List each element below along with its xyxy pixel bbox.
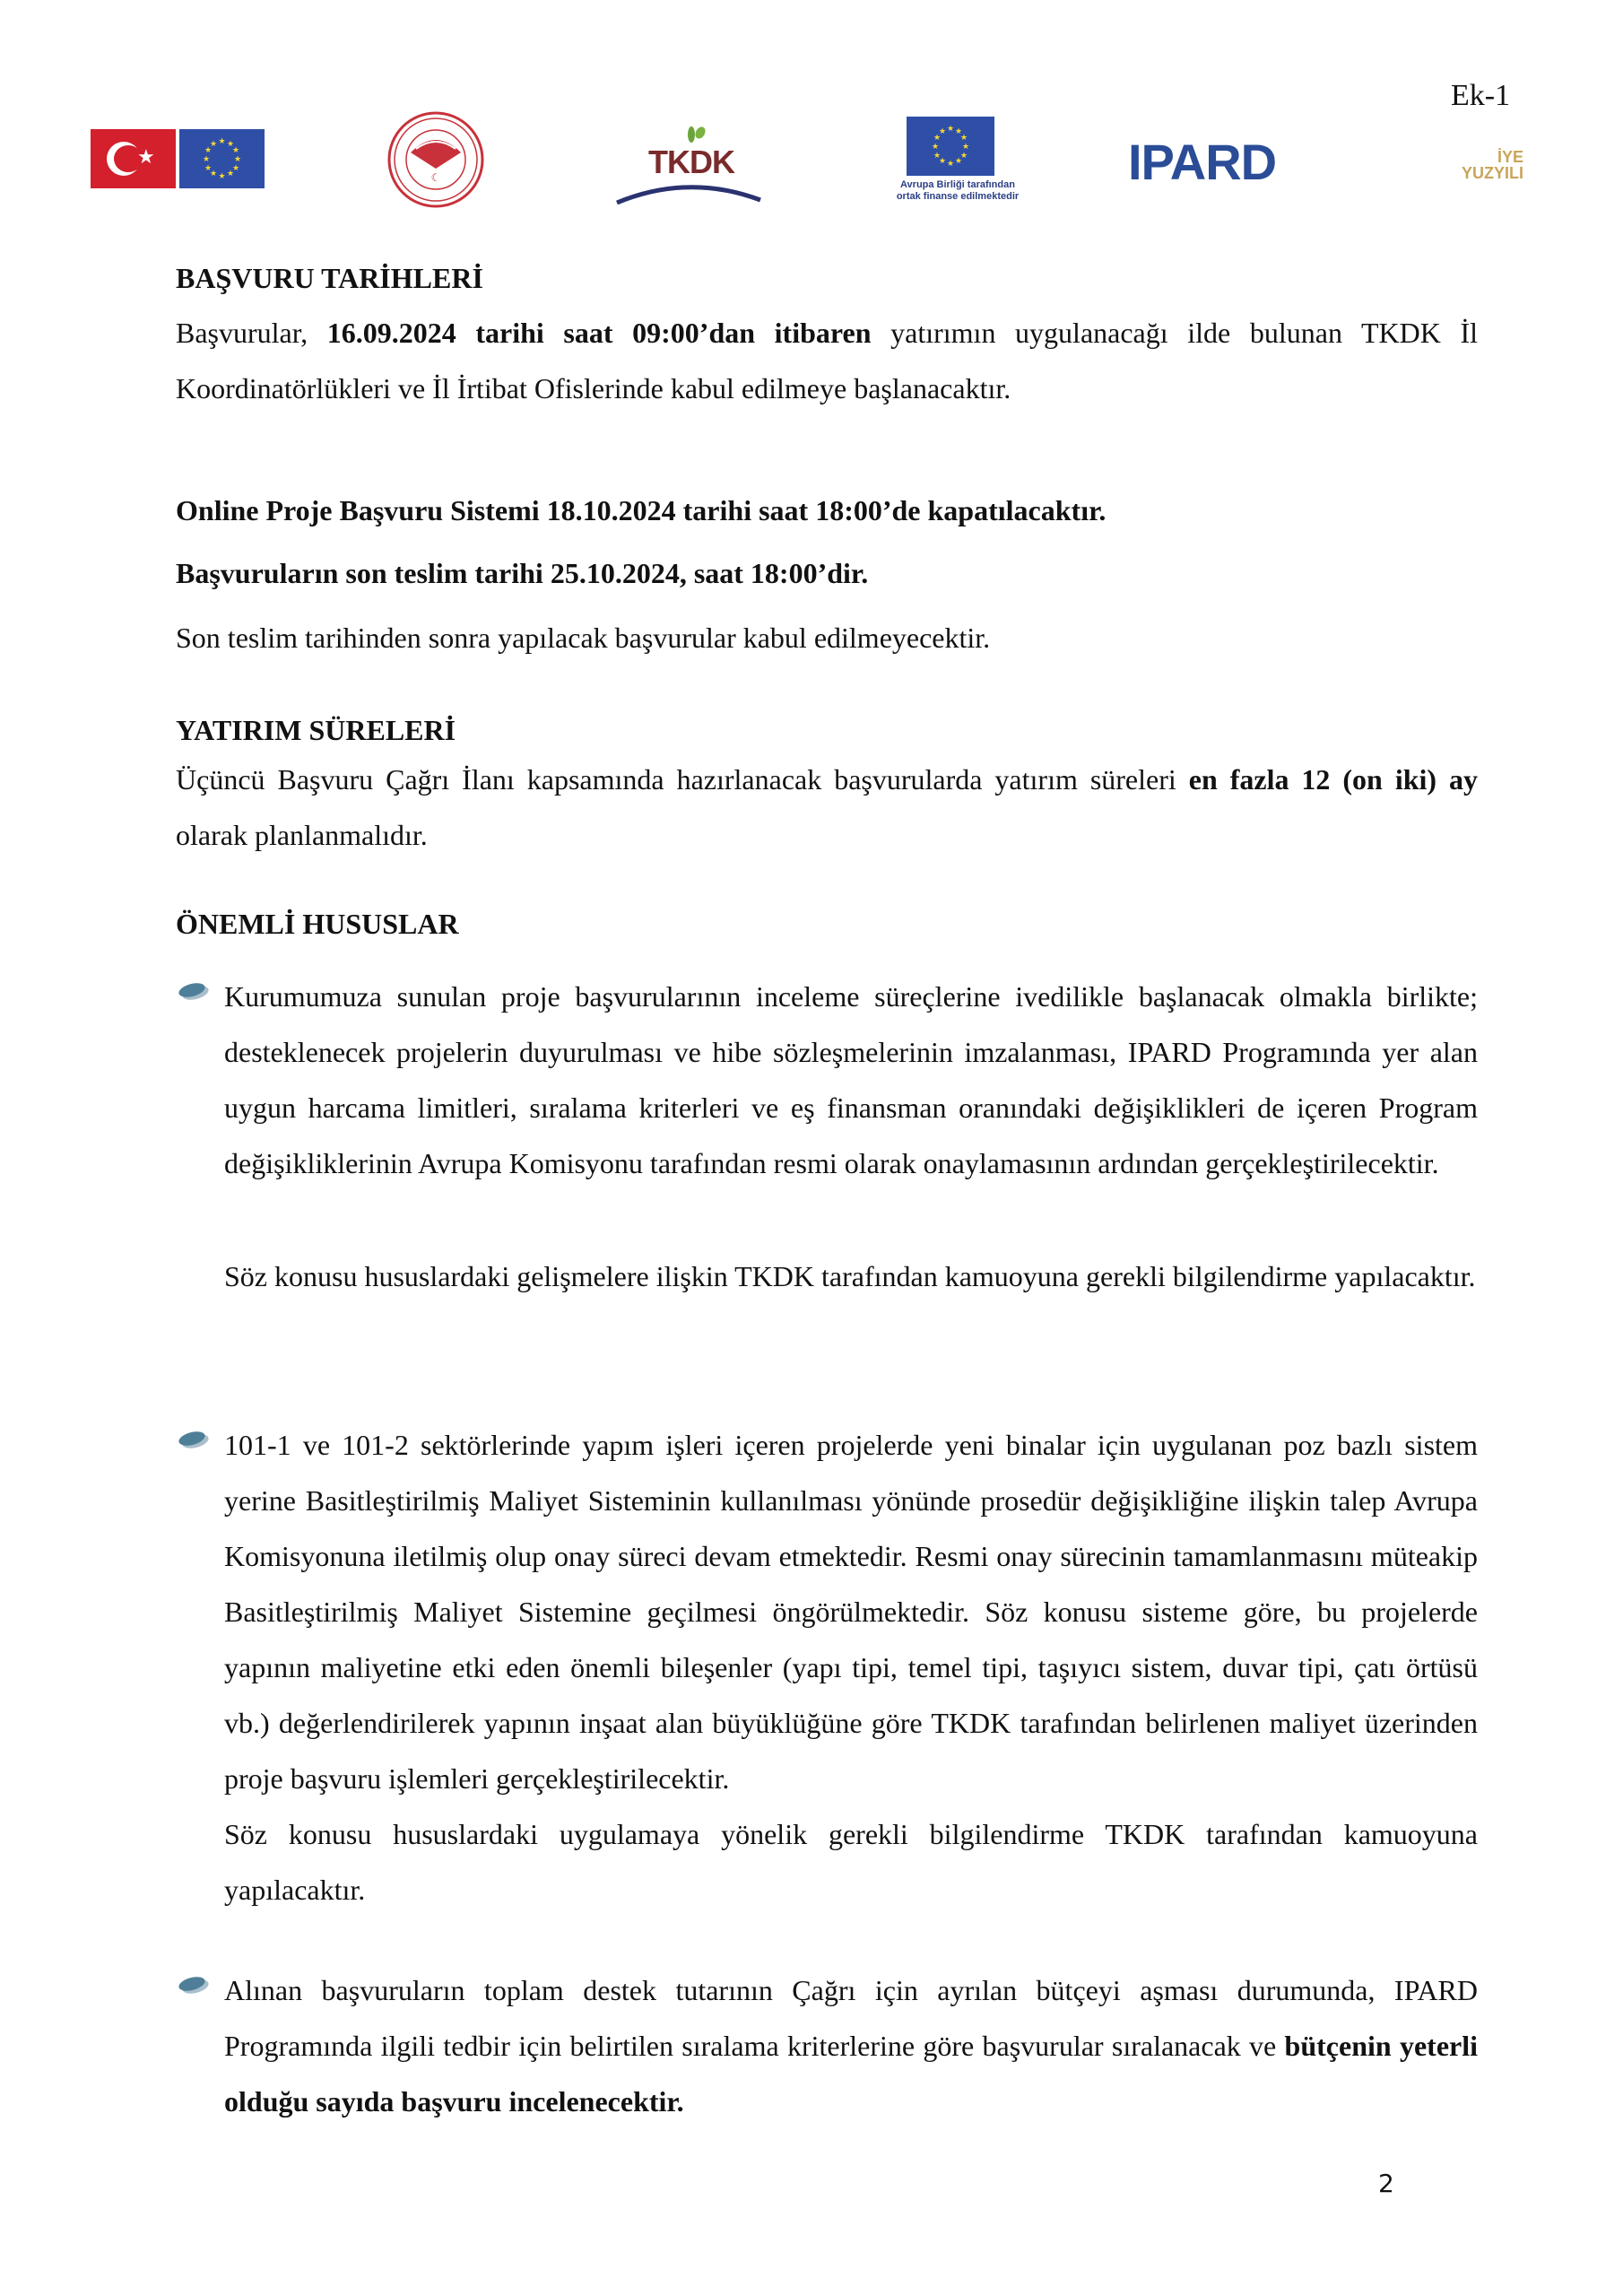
- page-number: 2: [1378, 2169, 1394, 2198]
- svg-text:★: ★: [938, 126, 947, 135]
- svg-text:★: ★: [954, 126, 963, 135]
- svg-text:☾: ☾: [430, 171, 441, 184]
- ministry-seal-icon: [386, 109, 486, 210]
- important-item-3-text: Alınan başvuruların toplam destek tutarının Çağrı için ayrılan bütçeyi aşması durumunda, IPARD Programında ilgili tedbir için belirtilen sıralama kriterlerine göre başvurular sıralanacak ve bütçenin yeterli olduğu sayıda başvuru incelenecektir.: [224, 1974, 1479, 2118]
- svg-text:★: ★: [231, 163, 240, 172]
- eu-caption-line1: Avrupa Birliği tarafından: [900, 179, 1015, 190]
- svg-text:★: ★: [202, 154, 211, 163]
- eu-caption-line2: ortak finanse edilmektedir: [896, 191, 1020, 202]
- turkiye-yuzyili-logo: İYE YUZYILI: [1372, 117, 1551, 215]
- svg-text:★: ★: [218, 171, 226, 180]
- svg-text:★: ★: [231, 145, 240, 154]
- svg-text:★: ★: [218, 136, 226, 145]
- bullet-icon: [176, 979, 212, 1003]
- ipard-logo: IPARD: [1128, 134, 1277, 190]
- eu-flag-icon: [907, 117, 994, 176]
- important-item-1-note: Söz konusu hususlardaki gelişmelere ilişkin TKDK tarafından kamuoyuna gerekli bilgilendirme yapılacaktır.: [224, 1260, 1476, 1292]
- svg-text:★: ★: [933, 151, 942, 160]
- tkdk-logo: TKDK: [612, 124, 765, 204]
- paragraph-investment-duration: Üçüncü Başvuru Çağrı İlanı kapsamında hazırlanacak başvurularda yatırım süreleri en fazla 12 (on iki) ay olarak planlanmalıdır.: [176, 763, 1479, 851]
- svg-text:★: ★: [959, 133, 968, 142]
- turkey-flag-icon: ★: [91, 129, 176, 188]
- svg-text:★: ★: [938, 156, 947, 165]
- submission-deadline: Başvuruların son teslim tarihi 25.10.2024, saat 18:00’dir.: [176, 557, 869, 589]
- svg-text:★: ★: [961, 142, 970, 151]
- svg-text:★: ★: [209, 169, 218, 178]
- online-system-close: Online Proje Başvuru Sistemi 18.10.2024 tarihi saat 18:00’de kapatılacaktır.: [176, 494, 1107, 526]
- svg-text:★: ★: [209, 139, 218, 148]
- svg-text:★: ★: [946, 159, 955, 168]
- heading-important-matters: ÖNEMLİ HUSUSLAR: [176, 908, 459, 940]
- bullet-icon: [176, 1973, 212, 1996]
- heading-application-dates: BAŞVURU TARİHLERİ: [176, 262, 483, 294]
- svg-text:★: ★: [204, 163, 213, 172]
- important-item-2-note: Söz konusu hususlardaki uygulamaya yönelik gerekli bilgilendirme TKDK tarafından kamuoyuna yapılacaktır.: [224, 1818, 1478, 1906]
- svg-text:★: ★: [931, 142, 940, 151]
- svg-text:★: ★: [959, 151, 968, 160]
- annex-label: Ek-1: [1451, 79, 1511, 112]
- heading-investment-duration: YATIRIM SÜRELERİ: [176, 714, 456, 746]
- important-item-1-text: Kurumumuza sunulan proje başvurularının inceleme süreçlerine ivedilikle başlanacak olmakla birlikte; desteklenecek projelerin duyurulması ve hibe sözleşmelerinin imzalanması, IPARD Programında yer alan uygun harcama limitleri, sıralama kriterleri ve eş finansman oranındaki değişiklikleri de içeren Program değişikliklerinin Avrupa Komisyonu tarafından resmi olarak onaylamasının ardından gerçekleştirilecektir.: [224, 980, 1478, 1179]
- late-submission-note: Son teslim tarihinden sonra yapılacak başvurular kabul edilmeyecektir.: [176, 622, 991, 654]
- important-item-2-text: 101-1 ve 101-2 sektörlerinde yapım işleri içeren projelerde yeni binalar için uygulanan poz bazlı sistem yerine Basitleştirilmiş Maliyet Sisteminin kullanılması yönünde prosedür değişikliğine ilişkin talep Avrupa Komisyonuna iletilmiş olup onay süreci devam etmektedir. Resmi onay sürecinin tamamlanmasını müteakip Basitleştirilmiş Maliyet Sistemine geçilmesi öngörülmektedir. Söz konusu sisteme göre, bu projelerde yapının maliyetine etki eden önemli bileşenler (yapı tipi, temel tipi, taşıyıcı sistem, duvar tipi, çatı örtüsü vb.) değerlendirilerek yapının inşaat alan büyüklüğüne göre TKDK tarafından belirlenen maliyet üzerinden proje başvuru işlemleri gerçekleştirilecektir.: [224, 1429, 1478, 1795]
- svg-text:★: ★: [226, 139, 235, 148]
- svg-text:★: ★: [933, 133, 942, 142]
- paragraph-application-start: Başvurular, 16.09.2024 tarihi saat 09:00’dan itibaren yatırımın uygulanacağı ilde bulunan TKDK İl Koordinatörlükleri ve İl İrtibat Ofislerinde kabul edilmeye başlanacaktır.: [176, 317, 1479, 404]
- logo-bar: [0, 108, 1623, 215]
- eu-flag-icon: [179, 129, 265, 188]
- svg-text:★: ★: [954, 156, 963, 165]
- svg-text:★: ★: [204, 145, 213, 154]
- svg-text:★: ★: [946, 124, 955, 133]
- svg-text:★: ★: [226, 169, 235, 178]
- svg-text:★: ★: [233, 154, 242, 163]
- bullet-icon: [176, 1428, 212, 1451]
- eu-cofinanced-logo: [896, 117, 1043, 220]
